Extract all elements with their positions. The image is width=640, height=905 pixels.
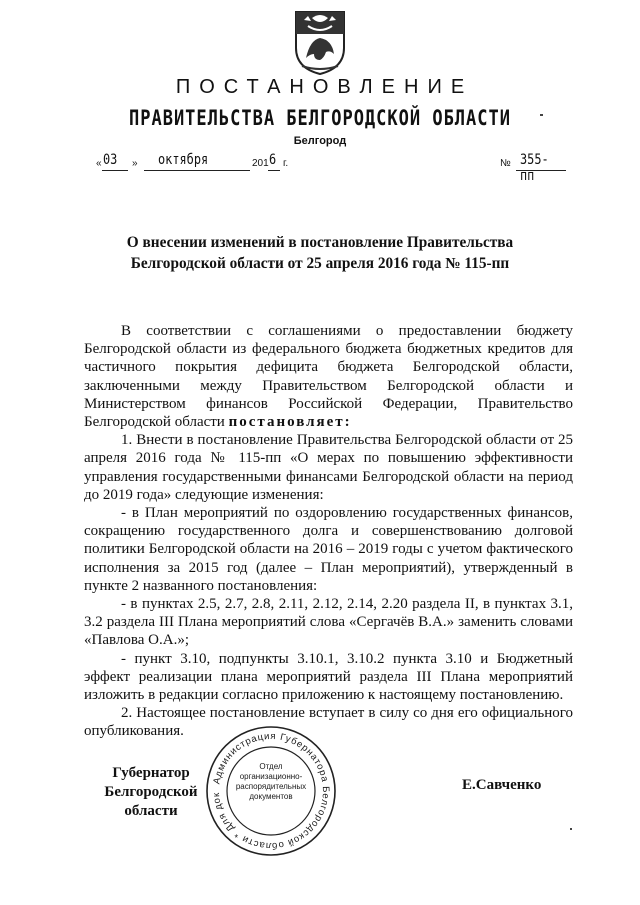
issuer-name: ПРАВИТЕЛЬСТВА БЕЛГОРОДСКОЙ ОБЛАСТИ bbox=[129, 106, 511, 131]
speck-mark bbox=[540, 114, 543, 116]
dateline bbox=[96, 152, 566, 184]
signatory-name: Е.Савченко bbox=[462, 777, 542, 793]
paragraph-1: 1. Внести в постановление Правительства Белгородской области от 25 апреля 2016 года № 115-пп «О мерах по повышению эффективности управления государственными финансами Белгородской области на период до 2019 года» следующие изменения: bbox=[84, 432, 573, 503]
official-stamp bbox=[204, 724, 338, 858]
intro-verb: постановляет: bbox=[228, 414, 352, 431]
date-day: 03 bbox=[103, 152, 118, 168]
number-underline bbox=[516, 170, 566, 171]
stamp-inner-line-1: Отдел bbox=[259, 762, 283, 771]
position-line-1: Губернатор bbox=[112, 765, 190, 781]
date-year-digit: 6 bbox=[269, 152, 277, 168]
number-sign: № bbox=[500, 158, 511, 169]
date-month: октября bbox=[158, 152, 209, 168]
year-underline bbox=[268, 170, 280, 171]
date-year-suffix: г. bbox=[283, 158, 289, 169]
month-underline bbox=[144, 170, 250, 171]
date-year-prefix: 201 bbox=[252, 158, 269, 169]
intro-paragraph bbox=[84, 322, 573, 431]
paragraph-1c: - пункт 3.10, подпункты 3.10.1, 3.10.2 пункта 3.10 и Бюджетный эффект реализации плана мероприятий раздела III Плана мероприятий изложить в редакции согласно приложению к настоящему постановлению. bbox=[84, 650, 573, 704]
document-subject bbox=[100, 232, 540, 274]
stamp-inner-text bbox=[230, 762, 312, 802]
document-body bbox=[84, 322, 573, 741]
city-name: Белгород bbox=[293, 135, 347, 147]
paragraph-1b: - в пунктах 2.5, 2.7, 2.8, 2.11, 2.12, 2.14, 2.20 раздела II, в пунктах 3.1, 3.2 раздела III Плана мероприятий слова «Сергачёв В.А.» заменить словами «Павлова О.А.»; bbox=[84, 596, 573, 649]
subject-line-1: О внесении изменений в постановление Правительства bbox=[126, 234, 514, 251]
intro-text: В соответствии с соглашениями о предоставлении бюджету Белгородской области из федерального бюджета бюджетных кредитов для частичного покрытия дефицита бюджета Белгородской области, заключенными между Правительством Белгородской области и Министерством финансов Российской Федерации, Правительство Белгородской области bbox=[84, 323, 573, 431]
position-line-2: Белгородской области bbox=[104, 784, 198, 819]
document-type: ПОСТАНОВЛЕНИЕ bbox=[175, 76, 474, 98]
day-underline bbox=[102, 170, 128, 171]
date-open-quote: « bbox=[96, 158, 102, 169]
stamp-inner-line-3: распорядительных bbox=[235, 782, 307, 791]
paragraph-2: 2. Настоящее постановление вступает в силу со дня его официального опубликования. bbox=[84, 705, 573, 740]
stamp-inner-line-2: организационно- bbox=[239, 772, 303, 781]
speck-mark-2 bbox=[570, 828, 572, 830]
coat-of-arms-icon bbox=[290, 8, 350, 76]
date-close-quote: » bbox=[132, 158, 138, 169]
stamp-inner-line-4: документов bbox=[249, 792, 293, 801]
subject-line-2: Белгородской области от 25 апреля 2016 года № 115-пп bbox=[130, 255, 510, 272]
stamp-ring-text: Администрация Губернатора Белгородской области * Для док bbox=[210, 730, 332, 852]
paragraph-1a: - в План мероприятий по оздоровлению государственных финансов, сокращению государственного долга и совершенствованию долговой политики Белгородской области на 2016 – 2019 годы с учетом фактического исполнения за 2015 год (далее – План мероприятий), утвержденный в пункте 2 названного постановления: bbox=[84, 505, 573, 594]
document-number: 355-пп bbox=[520, 152, 549, 184]
